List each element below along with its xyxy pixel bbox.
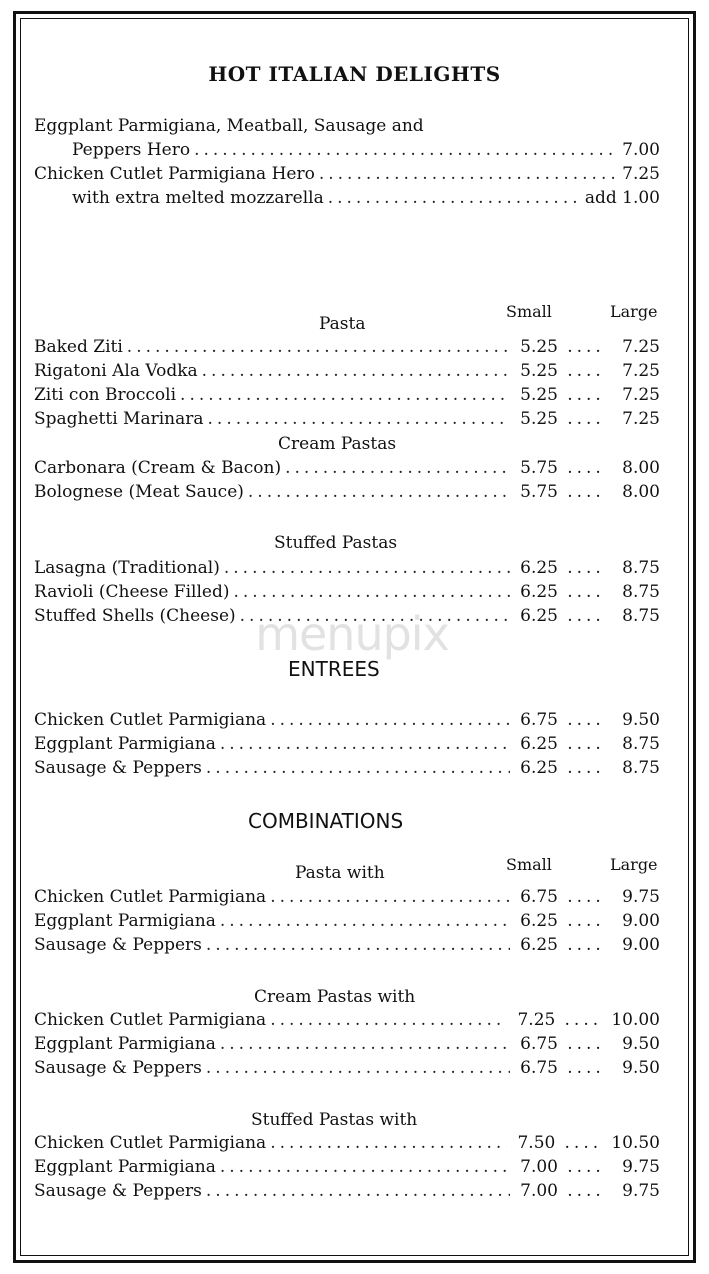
- item-name: Sausage & Peppers: [34, 935, 202, 955]
- item-name: Sausage & Peppers: [34, 1181, 202, 1201]
- price-small: 7.00: [520, 1157, 558, 1177]
- leader-dots: [558, 606, 614, 626]
- price-small: 6.25: [520, 582, 558, 602]
- price-small: 7.00: [520, 1181, 558, 1201]
- price-large: 7.25: [622, 337, 660, 357]
- price-small: 6.75: [520, 1058, 558, 1078]
- price-small: 6.75: [520, 710, 558, 730]
- leader-dots: [206, 935, 510, 955]
- menu-item: [34, 337, 660, 361]
- price-small: 5.25: [520, 361, 558, 381]
- price-large: 8.75: [622, 582, 660, 602]
- item-name: Chicken Cutlet Parmigiana: [34, 710, 267, 730]
- price-small: 6.25: [520, 758, 558, 778]
- item-price: 7.00: [622, 140, 660, 160]
- price-large: 8.75: [622, 606, 660, 626]
- section-heading-combinations: COMBINATIONS: [248, 809, 404, 833]
- item-name: Eggplant Parmigiana: [34, 1157, 216, 1177]
- menu-item: [34, 164, 660, 188]
- leader-dots: [248, 482, 510, 502]
- price-large: 8.75: [622, 734, 660, 754]
- watermark: menupix: [255, 607, 449, 661]
- price-large: 7.25: [622, 409, 660, 429]
- item-name: Spaghetti Marinara: [34, 409, 204, 429]
- column-header-small: Small: [506, 302, 552, 321]
- price-large: 9.50: [622, 710, 660, 730]
- item-name: Chicken Cutlet Parmigiana: [34, 887, 267, 907]
- leader-dots: [558, 337, 614, 357]
- leader-dots: [224, 558, 510, 578]
- leader-dots: [202, 361, 510, 381]
- leader-dots: [194, 140, 618, 160]
- menu-item-line: Eggplant Parmigiana, Meatball, Sausage and: [34, 116, 424, 136]
- section-title-hot-italian: HOT ITALIAN DELIGHTS: [208, 62, 501, 86]
- price-small: 6.25: [520, 935, 558, 955]
- item-name: Stuffed Shells (Cheese): [34, 606, 236, 626]
- price-small: 6.25: [520, 734, 558, 754]
- price-large: 9.75: [622, 1181, 660, 1201]
- price-small: 5.75: [520, 482, 558, 502]
- menu-item: [34, 1157, 660, 1181]
- price-large: 8.00: [622, 482, 660, 502]
- column-header-small: Small: [506, 855, 552, 874]
- menu-item: [34, 710, 660, 734]
- price-small: 5.25: [520, 385, 558, 405]
- price-small: 6.25: [520, 558, 558, 578]
- leader-dots: [558, 409, 614, 429]
- item-price: add 1.00: [584, 188, 660, 208]
- item-name: Chicken Cutlet Parmigiana: [34, 1133, 267, 1153]
- menu-item: [34, 558, 660, 582]
- leader-dots: [558, 1157, 614, 1177]
- price-large: 7.25: [622, 385, 660, 405]
- leader-dots: [285, 458, 510, 478]
- section-heading-pasta-with: Pasta with: [295, 863, 385, 883]
- item-name: Eggplant Parmigiana: [34, 1034, 216, 1054]
- menu-item: [34, 582, 660, 606]
- item-name: with extra melted mozzarella: [72, 188, 324, 208]
- leader-dots: [558, 1181, 614, 1201]
- leader-dots: [220, 1034, 510, 1054]
- leader-dots: [206, 758, 510, 778]
- menu-item: [34, 140, 660, 164]
- section-heading-stuffed-pastas-with: Stuffed Pastas with: [251, 1110, 418, 1130]
- leader-dots: [270, 887, 510, 907]
- leader-dots: [270, 1133, 507, 1153]
- leader-dots: [558, 758, 614, 778]
- leader-dots: [319, 164, 618, 184]
- price-large: 10.50: [611, 1133, 660, 1153]
- leader-dots: [558, 458, 614, 478]
- item-name: Chicken Cutlet Parmigiana: [34, 1010, 267, 1030]
- leader-dots: [180, 385, 510, 405]
- leader-dots: [206, 1058, 510, 1078]
- item-name: Chicken Cutlet Parmigiana Hero: [34, 164, 315, 184]
- leader-dots: [558, 361, 614, 381]
- menu-item: [34, 188, 660, 212]
- leader-dots: [558, 1058, 614, 1078]
- item-name: Peppers Hero: [72, 140, 191, 160]
- price-large: 8.00: [622, 458, 660, 478]
- leader-dots: [558, 482, 614, 502]
- item-name: Ziti con Broccoli: [34, 385, 177, 405]
- menu-item: [34, 734, 660, 758]
- price-large: 9.00: [622, 935, 660, 955]
- column-header-large: Large: [610, 855, 658, 874]
- item-name: Sausage & Peppers: [34, 758, 202, 778]
- leader-dots: [558, 935, 614, 955]
- menu-item: [34, 935, 660, 959]
- menu-item: [34, 887, 660, 911]
- price-small: 5.25: [520, 409, 558, 429]
- menu-item: [34, 1010, 660, 1034]
- menu-item: [34, 1034, 660, 1058]
- price-small: 6.25: [520, 606, 558, 626]
- section-heading-cream-pastas: Cream Pastas: [278, 434, 397, 454]
- item-name: Rigatoni Ala Vodka: [34, 361, 198, 381]
- leader-dots: [220, 1157, 510, 1177]
- menu-item: [34, 758, 660, 782]
- item-name: Bolognese (Meat Sauce): [34, 482, 244, 502]
- price-small: 7.25: [517, 1010, 556, 1030]
- leader-dots: [555, 1010, 611, 1030]
- menu-item: [34, 1058, 660, 1082]
- section-heading-pasta: Pasta: [319, 314, 366, 334]
- price-large: 9.75: [622, 1157, 660, 1177]
- leader-dots: [208, 409, 510, 429]
- leader-dots: [555, 1133, 611, 1153]
- menu-item: [34, 482, 660, 506]
- section-heading-cream-pastas-with: Cream Pastas with: [254, 987, 416, 1007]
- leader-dots: [240, 606, 510, 626]
- menu-item: [34, 385, 660, 409]
- price-large: 10.00: [611, 1010, 660, 1030]
- leader-dots: [558, 911, 614, 931]
- item-name: Ravioli (Cheese Filled): [34, 582, 230, 602]
- leader-dots: [233, 582, 510, 602]
- price-small: 6.75: [520, 1034, 558, 1054]
- leader-dots: [558, 1034, 614, 1054]
- leader-dots: [558, 887, 614, 907]
- item-name: Sausage & Peppers: [34, 1058, 202, 1078]
- leader-dots: [558, 582, 614, 602]
- menu-item: [34, 1181, 660, 1205]
- price-large: 9.75: [622, 887, 660, 907]
- leader-dots: [206, 1181, 510, 1201]
- price-large: 7.25: [622, 361, 660, 381]
- leader-dots: [220, 734, 510, 754]
- price-small: 7.50: [517, 1133, 556, 1153]
- item-name: Eggplant Parmigiana: [34, 734, 216, 754]
- leader-dots: [220, 911, 510, 931]
- leader-dots: [558, 385, 614, 405]
- price-small: 5.75: [520, 458, 558, 478]
- leader-dots: [558, 558, 614, 578]
- item-name: Lasagna (Traditional): [34, 558, 220, 578]
- leader-dots: [270, 710, 510, 730]
- section-heading-stuffed-pastas: Stuffed Pastas: [274, 533, 398, 553]
- price-large: 8.75: [622, 758, 660, 778]
- price-small: 5.25: [520, 337, 558, 357]
- menu-item: [34, 911, 660, 935]
- price-large: 9.50: [622, 1058, 660, 1078]
- leader-dots: [328, 188, 581, 208]
- column-header-large: Large: [610, 302, 658, 321]
- menu-item: [34, 606, 660, 630]
- section-heading-entrees: ENTREES: [288, 657, 380, 681]
- price-large: 8.75: [622, 558, 660, 578]
- menu-item: [34, 1133, 660, 1157]
- price-large: 9.00: [622, 911, 660, 931]
- menu-item: [34, 361, 660, 385]
- leader-dots: [558, 734, 614, 754]
- price-small: 6.25: [520, 911, 558, 931]
- price-small: 6.75: [520, 887, 558, 907]
- menu-item: [34, 409, 660, 433]
- item-name: Eggplant Parmigiana: [34, 911, 216, 931]
- leader-dots: [127, 337, 510, 357]
- item-price: 7.25: [622, 164, 660, 184]
- item-name: Carbonara (Cream & Bacon): [34, 458, 282, 478]
- price-large: 9.50: [622, 1034, 660, 1054]
- menu-item: [34, 458, 660, 482]
- leader-dots: [558, 710, 614, 730]
- item-name: Baked Ziti: [34, 337, 123, 357]
- leader-dots: [270, 1010, 507, 1030]
